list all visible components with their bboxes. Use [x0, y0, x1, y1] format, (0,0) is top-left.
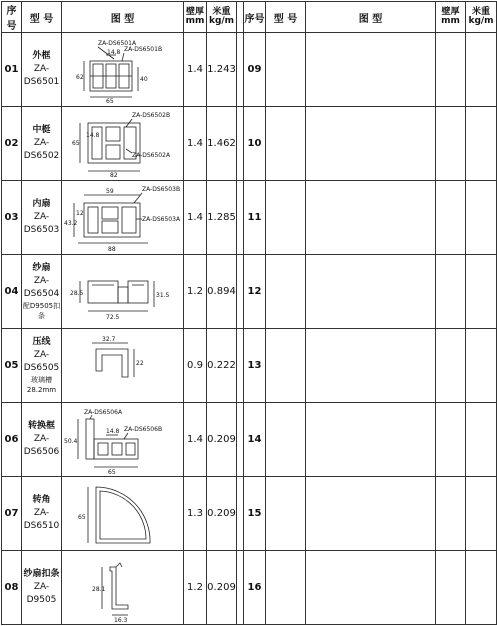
dimension-label: 31.5	[156, 291, 170, 299]
table-row	[2, 403, 497, 477]
header-row	[2, 2, 497, 33]
row-seq: 07	[2, 477, 22, 551]
profile-code: ZA-D9505	[26, 582, 57, 605]
profile-drawing-svg	[62, 405, 182, 475]
profile-drawing-svg	[62, 553, 182, 623]
empty-cell	[306, 107, 436, 181]
row-seq: 04	[2, 255, 22, 329]
empty-cell	[466, 107, 497, 181]
column-spacer	[237, 403, 244, 477]
dimension-label: 14.8	[106, 427, 120, 435]
dimension-label: 43.2	[64, 219, 78, 227]
empty-cell	[266, 403, 306, 477]
row-model	[22, 33, 62, 107]
empty-cell	[436, 33, 466, 107]
dimension-label: 65	[78, 513, 86, 521]
empty-cell	[266, 181, 306, 255]
empty-cell	[436, 181, 466, 255]
empty-cell	[436, 329, 466, 403]
profile-note: 配D9505扣条	[22, 302, 61, 320]
dimension-label: 62	[76, 73, 84, 81]
dimension-label: 16.3	[114, 616, 128, 623]
row-weight: 1.462	[207, 107, 237, 181]
profile-drawing-svg	[62, 183, 182, 253]
empty-cell	[466, 477, 497, 551]
row-seq-right: 16	[244, 551, 266, 625]
table-row	[2, 107, 497, 181]
profile-name: 纱扇	[32, 263, 51, 273]
header-seq-right: 序号	[244, 2, 266, 33]
profile-code: ZA-DS6506	[23, 434, 60, 457]
empty-cell	[436, 107, 466, 181]
empty-cell	[306, 551, 436, 625]
part-label: ZA-DS6506B	[124, 425, 163, 433]
header-thickness: 壁厚 mm	[184, 2, 207, 33]
row-seq: 08	[2, 551, 22, 625]
table-row	[2, 255, 497, 329]
column-spacer	[237, 551, 244, 625]
row-weight: 0.209	[207, 551, 237, 625]
dimension-label: 28.1	[92, 585, 106, 593]
profile-drawing-svg	[62, 479, 182, 549]
empty-cell	[436, 477, 466, 551]
profile-name: 外框	[32, 51, 51, 61]
column-spacer	[237, 255, 244, 329]
row-weight: 0.209	[207, 403, 237, 477]
empty-cell	[306, 403, 436, 477]
row-model	[22, 477, 62, 551]
row-seq-right: 15	[244, 477, 266, 551]
empty-cell	[466, 33, 497, 107]
row-thickness: 1.4	[184, 181, 207, 255]
row-thickness: 1.3	[184, 477, 207, 551]
header-thickness-right: 壁厚 mm	[436, 2, 466, 33]
profile-drawing	[62, 33, 184, 107]
row-seq-right: 11	[244, 181, 266, 255]
row-seq-right: 12	[244, 255, 266, 329]
table-row	[2, 477, 497, 551]
row-seq: 05	[2, 329, 22, 403]
empty-cell	[436, 255, 466, 329]
profile-drawing	[62, 403, 184, 477]
row-model	[22, 107, 62, 181]
table-row	[2, 329, 497, 403]
profile-drawing	[62, 329, 184, 403]
row-thickness: 1.4	[184, 33, 207, 107]
header-weight-right: 米重 kg/m	[466, 2, 497, 33]
header-weight: 米重 kg/m	[207, 2, 237, 33]
empty-cell	[266, 477, 306, 551]
profile-drawing	[62, 181, 184, 255]
header-model: 型 号	[22, 2, 62, 33]
empty-cell	[306, 33, 436, 107]
column-spacer	[237, 33, 244, 107]
empty-cell	[436, 403, 466, 477]
dimension-label: 72.5	[106, 313, 120, 321]
dimension-label: 50.4	[64, 437, 78, 445]
row-model	[22, 255, 62, 329]
profile-name: 压线	[32, 337, 51, 347]
part-label: ZA-DS6502B	[132, 111, 171, 119]
header-spacer	[237, 2, 244, 33]
profile-code: ZA-DS6502	[23, 138, 60, 161]
profile-drawing	[62, 551, 184, 625]
empty-cell	[436, 551, 466, 625]
empty-cell	[466, 403, 497, 477]
row-model	[22, 181, 62, 255]
part-label: ZA-DS6503A	[142, 215, 181, 223]
header-model-right: 型 号	[266, 2, 306, 33]
empty-cell	[266, 255, 306, 329]
column-spacer	[237, 477, 244, 551]
row-seq: 01	[2, 33, 22, 107]
part-label: ZA-DS6506A	[84, 408, 123, 416]
part-label: ZA-DS6503B	[142, 185, 181, 193]
row-thickness: 0.9	[184, 329, 207, 403]
dimension-label: 14.8	[107, 48, 121, 56]
header-figure-right: 图 型	[306, 2, 436, 33]
profile-code: ZA-DS6501	[23, 64, 60, 87]
dimension-label: 32.7	[102, 335, 116, 343]
part-label: ZA-DS6502A	[132, 151, 171, 159]
row-weight: 1.285	[207, 181, 237, 255]
empty-cell	[466, 181, 497, 255]
empty-cell	[466, 255, 497, 329]
profile-drawing	[62, 477, 184, 551]
row-model	[22, 329, 62, 403]
row-seq-right: 13	[244, 329, 266, 403]
profile-catalog-table	[1, 1, 497, 625]
profile-name: 转角	[32, 495, 51, 505]
dimension-label: 12	[76, 209, 84, 217]
dimension-label: 40	[140, 75, 148, 83]
row-thickness: 1.2	[184, 255, 207, 329]
dimension-label: 22	[136, 359, 144, 367]
header-figure: 图 型	[62, 2, 184, 33]
row-seq-right: 14	[244, 403, 266, 477]
profile-code: ZA-DS6510	[23, 508, 60, 531]
empty-cell	[266, 33, 306, 107]
profile-drawing-svg	[62, 257, 182, 327]
part-label: ZA-DS6501B	[124, 45, 163, 53]
row-weight: 1.243	[207, 33, 237, 107]
empty-cell	[266, 107, 306, 181]
row-thickness: 1.2	[184, 551, 207, 625]
dimension-label: 65	[72, 139, 80, 147]
empty-cell	[306, 181, 436, 255]
dimension-label: 82	[110, 171, 118, 179]
table-row	[2, 551, 497, 625]
empty-cell	[306, 477, 436, 551]
profile-code: ZA-DS6505	[23, 350, 60, 373]
row-thickness: 1.4	[184, 107, 207, 181]
row-seq: 02	[2, 107, 22, 181]
row-model	[22, 403, 62, 477]
dimension-label: 88	[108, 245, 116, 253]
profile-name: 内扇	[32, 199, 51, 209]
empty-cell	[306, 255, 436, 329]
dimension-label: 65	[106, 97, 114, 105]
row-model	[22, 551, 62, 625]
profile-code: ZA-DS6504	[23, 276, 60, 299]
row-seq: 06	[2, 403, 22, 477]
empty-cell	[466, 551, 497, 625]
profile-drawing-svg	[62, 109, 182, 179]
profile-name: 纱扇扣条	[23, 569, 60, 579]
header-seq: 序号	[2, 2, 22, 33]
empty-cell	[266, 551, 306, 625]
dimension-label: 65	[108, 468, 116, 475]
row-weight: 0.894	[207, 255, 237, 329]
column-spacer	[237, 107, 244, 181]
row-seq: 03	[2, 181, 22, 255]
row-seq-right: 09	[244, 33, 266, 107]
dimension-label: 59	[106, 187, 114, 195]
profile-drawing	[62, 107, 184, 181]
profile-drawing-svg	[62, 331, 182, 401]
table-row	[2, 181, 497, 255]
profile-code: ZA-DS6503	[23, 212, 60, 235]
column-spacer	[237, 181, 244, 255]
empty-cell	[266, 329, 306, 403]
profile-name: 中梃	[32, 125, 51, 135]
column-spacer	[237, 329, 244, 403]
profile-name: 转换框	[27, 421, 55, 431]
profile-drawing	[62, 255, 184, 329]
row-thickness: 1.4	[184, 403, 207, 477]
row-weight: 0.209	[207, 477, 237, 551]
dimension-label: 14.8	[86, 131, 100, 139]
table-row	[2, 33, 497, 107]
part-label: ZA-DS6501A	[98, 39, 137, 47]
profile-drawing-svg	[62, 35, 182, 105]
row-weight: 0.222	[207, 329, 237, 403]
dimension-label: 28.5	[70, 289, 84, 297]
row-seq-right: 10	[244, 107, 266, 181]
empty-cell	[306, 329, 436, 403]
profile-note: 玻璃槽28.2mm	[26, 376, 57, 394]
empty-cell	[466, 329, 497, 403]
